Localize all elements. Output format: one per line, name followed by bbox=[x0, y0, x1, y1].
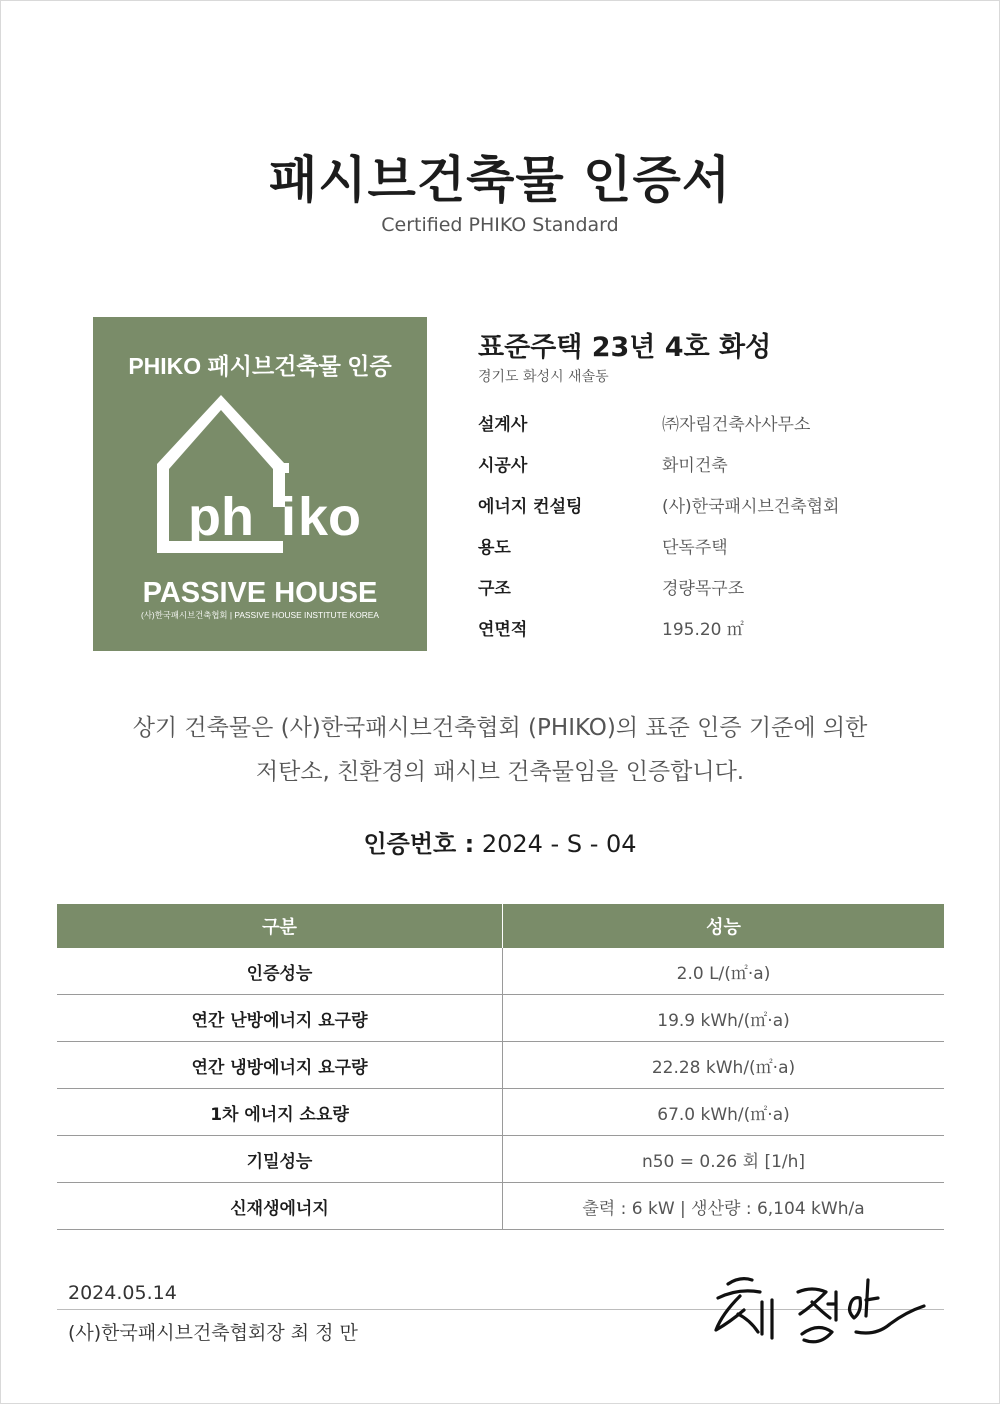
info-label: 시공사 bbox=[478, 456, 528, 476]
info-value: 단독주택 bbox=[662, 538, 728, 558]
row-value: 22.28 kWh/(㎡·a) bbox=[503, 1042, 945, 1089]
logo-word-i: i bbox=[281, 487, 297, 547]
certificate-number-value: 2024 - S - 04 bbox=[481, 830, 637, 858]
row-value: 67.0 kWh/(㎡·a) bbox=[503, 1089, 945, 1136]
row-value: 출력 : 6 kW | 생산량 : 6,104 kWh/a bbox=[503, 1183, 945, 1230]
logo-word-ph: ph bbox=[188, 487, 254, 547]
row-value: 19.9 kWh/(㎡·a) bbox=[503, 995, 945, 1042]
handwritten-signature bbox=[700, 1262, 930, 1356]
row-value: 2.0 L/(㎡·a) bbox=[503, 948, 945, 995]
info-value: 화미건축 bbox=[662, 456, 728, 476]
logo-passive-house: PASSIVE HOUSE bbox=[142, 577, 378, 609]
column-header-performance: 성능 bbox=[503, 904, 945, 948]
certificate-title: 패시브건축물 인증서 bbox=[268, 151, 732, 209]
info-label: 에너지 컨설팅 bbox=[478, 497, 583, 517]
signature-graphic bbox=[700, 1262, 930, 1352]
phiko-logo-graphic bbox=[93, 317, 427, 651]
table-row bbox=[57, 948, 944, 995]
phiko-logo bbox=[93, 317, 427, 651]
row-category: 인증성능 bbox=[57, 948, 503, 995]
row-category: 1차 에너지 소요량 bbox=[57, 1089, 503, 1136]
row-value: n50 = 0.26 회 [1/h] bbox=[503, 1136, 945, 1183]
info-label: 용도 bbox=[478, 538, 511, 558]
performance-table bbox=[57, 904, 944, 1230]
logo-word-ko: ko bbox=[298, 487, 362, 547]
info-label: 연면적 bbox=[478, 620, 528, 640]
statement-line-1: 상기 건축물은 (사)한국패시브건축협회 (PHIKO)의 표준 인증 기준에 의한 bbox=[132, 715, 868, 741]
house-chimney-block bbox=[275, 463, 289, 473]
issue-date: 2024.05.14 bbox=[68, 1282, 177, 1304]
info-value: 195.20 ㎡ bbox=[662, 620, 744, 640]
table-row bbox=[57, 1089, 944, 1136]
table-row bbox=[57, 1136, 944, 1183]
signer-name: (사)한국패시브건축협회장 최 정 만 bbox=[68, 1322, 358, 1344]
certificate-number bbox=[0, 824, 1000, 859]
info-label: 구조 bbox=[478, 579, 511, 599]
certificate-number-label: 인증번호 : bbox=[363, 830, 475, 858]
project-address: 경기도 화성시 새솔동 bbox=[478, 369, 609, 385]
row-category: 연간 냉방에너지 요구량 bbox=[57, 1042, 503, 1089]
logo-heading: PHIKO 패시브건축물 인증 bbox=[128, 353, 392, 379]
table-row bbox=[57, 1042, 944, 1089]
certification-statement bbox=[0, 706, 1000, 794]
row-category: 기밀성능 bbox=[57, 1136, 503, 1183]
certificate-subtitle: Certified PHIKO Standard bbox=[381, 214, 619, 236]
logo-institute: (사)한국패시브건축협회 | PASSIVE HOUSE INSTITUTE KOREA bbox=[141, 610, 379, 620]
row-category: 연간 난방에너지 요구량 bbox=[57, 995, 503, 1042]
row-category: 신재생에너지 bbox=[57, 1183, 503, 1230]
column-header-category: 구분 bbox=[57, 904, 503, 948]
project-name: 표준주택 23년 4호 화성 bbox=[478, 332, 772, 363]
table-row bbox=[57, 1183, 944, 1230]
statement-line-2: 저탄소, 친환경의 패시브 건축물임을 인증합니다. bbox=[255, 759, 745, 785]
table-row bbox=[57, 995, 944, 1042]
info-value: (사)한국패시브건축협회 bbox=[662, 497, 840, 517]
info-label: 설계사 bbox=[478, 415, 528, 435]
info-value: 경량목구조 bbox=[662, 579, 745, 599]
info-value: ㈜자림건축사사무소 bbox=[662, 415, 811, 435]
table-header-row bbox=[57, 904, 944, 948]
